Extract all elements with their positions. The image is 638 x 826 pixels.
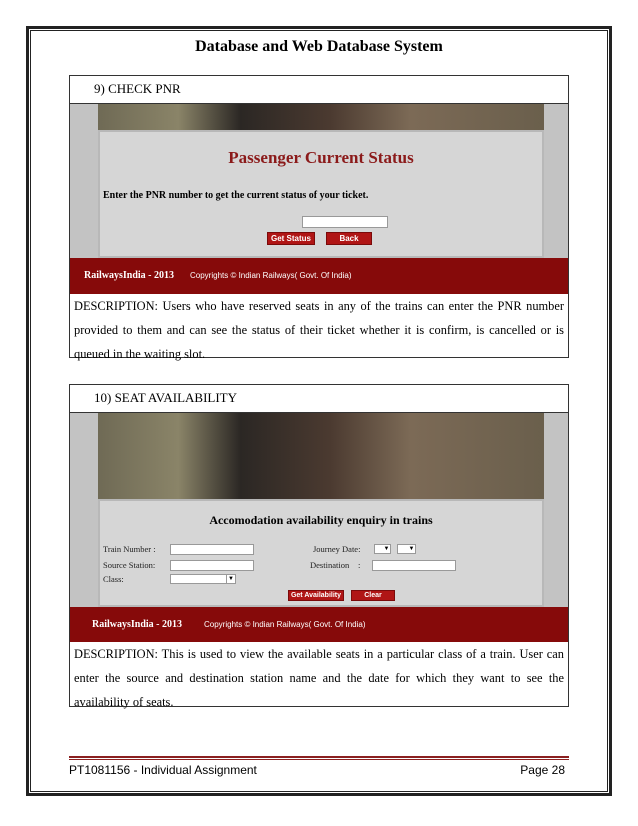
journey-day-select[interactable] [374, 544, 391, 554]
screen-title: Passenger Current Status [228, 148, 414, 167]
section-heading: 10) SEAT AVAILABILITY [70, 385, 568, 413]
footer-brand: RailwaysIndia - 2013 [84, 270, 175, 281]
site-footer [70, 258, 568, 294]
footer-copyright: Copyrights © Indian Railways( Govt. Of India) [190, 271, 352, 280]
train-banner-image [98, 413, 544, 499]
destination-input[interactable] [372, 560, 456, 571]
section-description: DESCRIPTION: This is used to view the available seats in a particular class of a train. User can enter the source and destination station name and the date for which they want to see the availability of seats. [74, 647, 564, 709]
chevron-down-icon: ▼ [383, 546, 390, 552]
footer-copyright: Copyrights © Indian Railways( Govt. Of India) [204, 620, 366, 629]
chevron-down-icon: ▼ [226, 575, 235, 583]
section-check-pnr [69, 75, 569, 361]
pnr-input[interactable] [302, 216, 388, 228]
destination-label: Destination [310, 560, 350, 570]
footer-brand: RailwaysIndia - 2013 [92, 619, 183, 630]
train-banner-image [98, 104, 544, 130]
seat-availability-screenshot [70, 413, 568, 642]
footer-rule-thin [69, 759, 569, 760]
footer-assignment-label: PT1081156 - Individual Assignment [69, 763, 257, 777]
back-button[interactable]: Back [326, 232, 372, 245]
clear-button[interactable]: Clear [351, 590, 395, 601]
class-label: Class: [103, 574, 124, 584]
get-status-button[interactable]: Get Status [267, 232, 315, 245]
page-number: Page 28 [520, 763, 565, 777]
page-footer [69, 763, 569, 777]
journey-month-select[interactable] [397, 544, 416, 554]
train-number-label: Train Number : [103, 544, 156, 554]
pnr-instruction: Enter the PNR number to get the current status of your ticket. [103, 190, 369, 201]
class-select[interactable] [170, 574, 236, 584]
get-availability-button[interactable]: Get Availability [288, 590, 344, 601]
section-heading: 9) CHECK PNR [70, 76, 568, 104]
pnr-panel [98, 130, 544, 258]
source-station-input[interactable] [170, 560, 254, 571]
journey-date-label: Journey Date: [313, 544, 361, 554]
section-seat-availability [69, 384, 569, 707]
destination-colon: : [358, 560, 361, 570]
section-description: DESCRIPTION: Users who have reserved seats in any of the trains can enter the PNR number provided to them and can see the status of their ticket whether it is confirm, is cancelled or is queued in the waiting slot. [74, 299, 564, 361]
screen-title: Accomodation availability enquiry in trains [209, 513, 433, 527]
document-title: Database and Web Database System [195, 38, 443, 55]
source-station-label: Source Station: [103, 560, 156, 570]
train-number-input[interactable] [170, 544, 254, 555]
availability-panel [98, 499, 544, 607]
site-footer [70, 607, 568, 642]
chevron-down-icon: ▼ [408, 546, 415, 552]
check-pnr-screenshot [70, 104, 568, 294]
footer-rule [69, 756, 569, 758]
